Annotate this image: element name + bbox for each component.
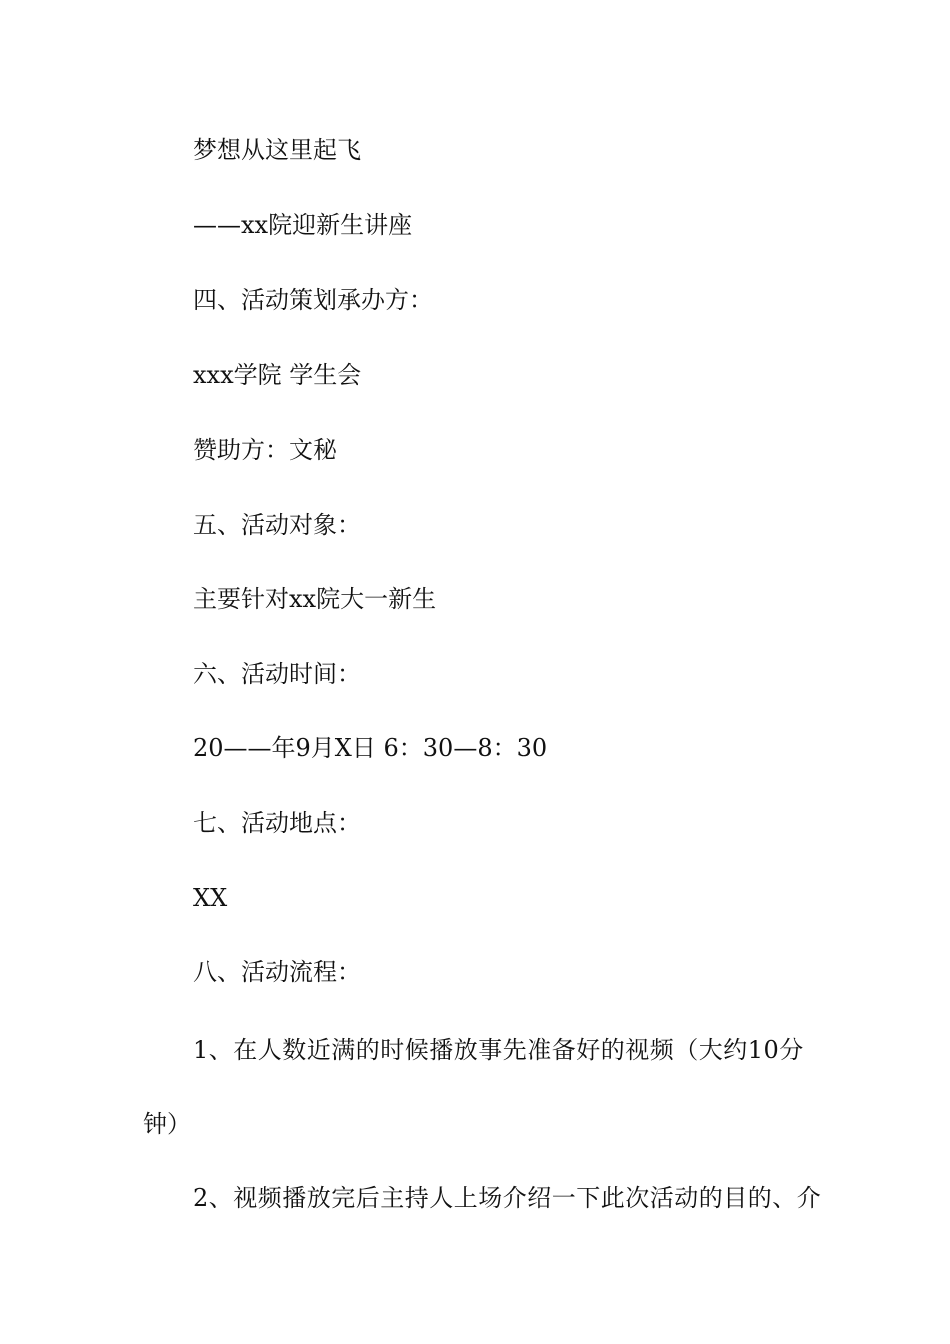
audience-text: 主要针对xx院大一新生 <box>193 585 437 613</box>
section-heading-time: 六、活动时间： <box>193 660 361 688</box>
time-text: 20——年9月X日 6：30—8：30 <box>193 734 548 762</box>
section-heading-process: 八、活动流程： <box>193 958 361 986</box>
process-step-1: 1、在人数近满的时候播放事先准备好的视频（大约10分 <box>193 1036 804 1064</box>
sponsor-text: 赞助方：文秘 <box>193 436 337 464</box>
section-heading-audience: 五、活动对象： <box>193 511 361 539</box>
process-step-1-continued: 钟） <box>143 1110 191 1138</box>
slogan-line: 梦想从这里起飞 <box>193 136 361 164</box>
process-step-2: 2、视频播放完后主持人上场介绍一下此次活动的目的、介 <box>193 1184 822 1212</box>
section-heading-organizer: 四、活动策划承办方： <box>193 286 433 314</box>
subtitle-line: ——xx院迎新生讲座 <box>193 211 413 239</box>
section-heading-location: 七、活动地点： <box>193 809 361 837</box>
organizer-text: xxx学院 学生会 <box>193 361 362 389</box>
location-text: XX <box>193 884 228 912</box>
